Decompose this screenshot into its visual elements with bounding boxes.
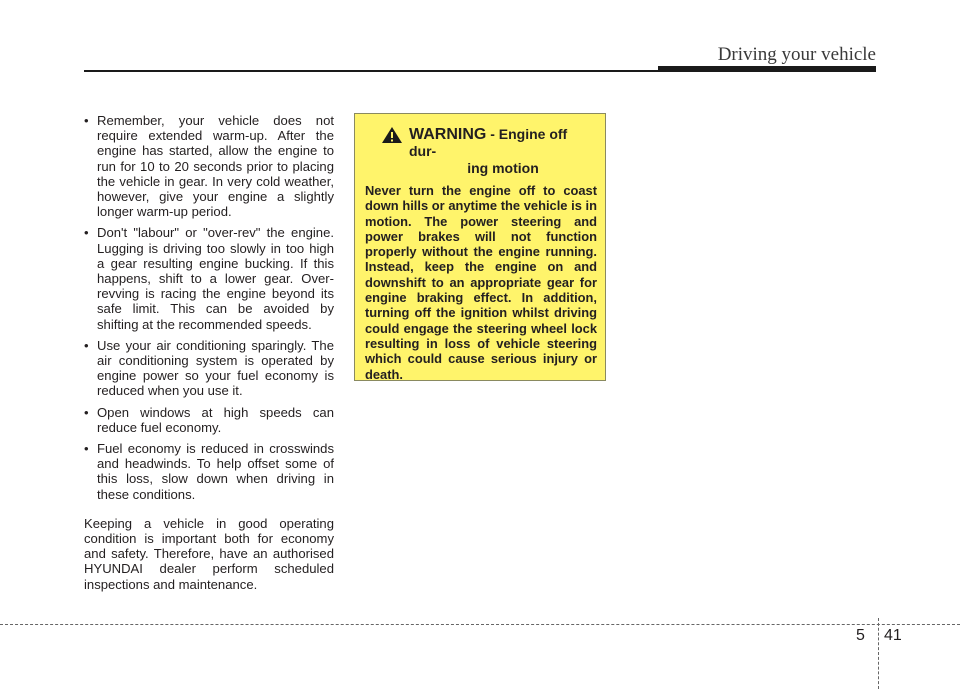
maintenance-paragraph: Keeping a vehicle in good operating condition is important both for economy and safety. Therefore, have an authorised HYUNDAI dealer perform scheduled inspections and maintenance. xyxy=(84,515,334,592)
footer-rule xyxy=(0,624,960,625)
list-item: • Don't "labour" or "over-rev" the engine. Lugging is driving too slowly in too high a gear resulting engine bucking. If this happens, shift to a lower gear. Over-revving is racing the engine beyond its safe limit. This can be avoided by shifting at the recommended speeds. xyxy=(84,225,334,331)
header-rule-accent xyxy=(658,66,876,72)
list-item: • Use your air conditioning sparingly. The air conditioning system is operated by engine power so your fuel economy is reduced when you use it. xyxy=(84,338,334,399)
list-item: • Open windows at high speeds can reduce fuel economy. xyxy=(84,405,334,435)
list-item: • Remember, your vehicle does not require extended warm-up. After the engine has started, allow the engine to run for 10 to 20 seconds prior to placing the vehicle in gear. In very cold weather, however, give your engine a slightly longer warm-up period. xyxy=(84,113,334,219)
warning-label: WARNING xyxy=(409,126,487,143)
list-item: • Fuel economy is reduced in crosswinds and headwinds. To help offset some of this loss, slow down when driving in these conditions. xyxy=(84,441,334,502)
warning-text: Never turn the engine off to coast down hills or anytime the vehicle is in motion. The power steering and power brakes will not function properly without the engine running. Instead, keep the engine on and downshift to an appropriate gear for engine braking effect. In addition, turning off the ignition whilst driving could engage the steering wheel lock resulting in loss of vehicle steering which could cause serious injury or death. xyxy=(365,183,597,382)
tips-list xyxy=(84,113,334,502)
warning-title: - Engine off dur- xyxy=(409,126,568,159)
left-column xyxy=(84,113,334,592)
warning-title-continued: ing motion xyxy=(467,160,539,176)
page-number: 41 xyxy=(884,627,902,644)
warning-heading xyxy=(365,126,597,160)
chapter-number: 5 xyxy=(856,627,865,644)
header-rule xyxy=(84,70,660,72)
footer-divider xyxy=(878,618,879,689)
section-title: Driving your vehicle xyxy=(717,44,876,65)
warning-triangle-icon xyxy=(381,126,403,144)
warning-box xyxy=(354,113,606,381)
